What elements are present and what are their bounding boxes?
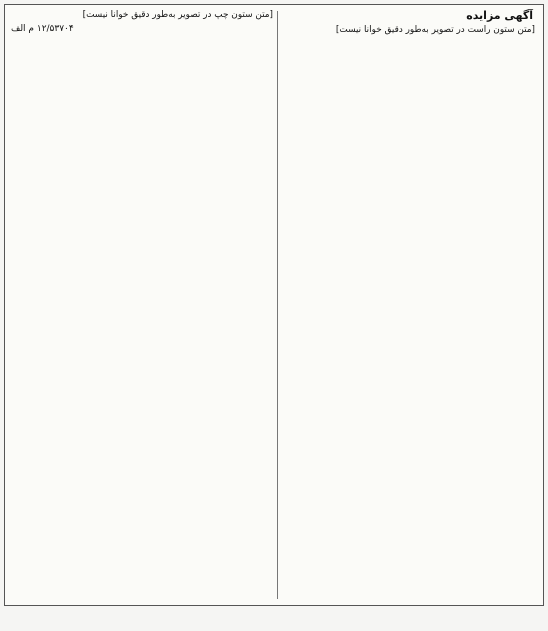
column-divider — [277, 11, 278, 599]
left-column-text: [متن ستون چپ در تصویر به‌طور دقیق خوانا نیست] — [82, 10, 273, 20]
notice-frame — [4, 4, 544, 606]
left-column — [11, 9, 273, 599]
right-column — [277, 9, 535, 599]
notice-code: ۱۲/۵۳۷۰۴ م الف — [11, 24, 74, 35]
notice-title: آگهی مزایده — [466, 9, 533, 22]
right-column-text: [متن ستون راست در تصویر به‌طور دقیق خوانا نیست] — [335, 25, 535, 35]
